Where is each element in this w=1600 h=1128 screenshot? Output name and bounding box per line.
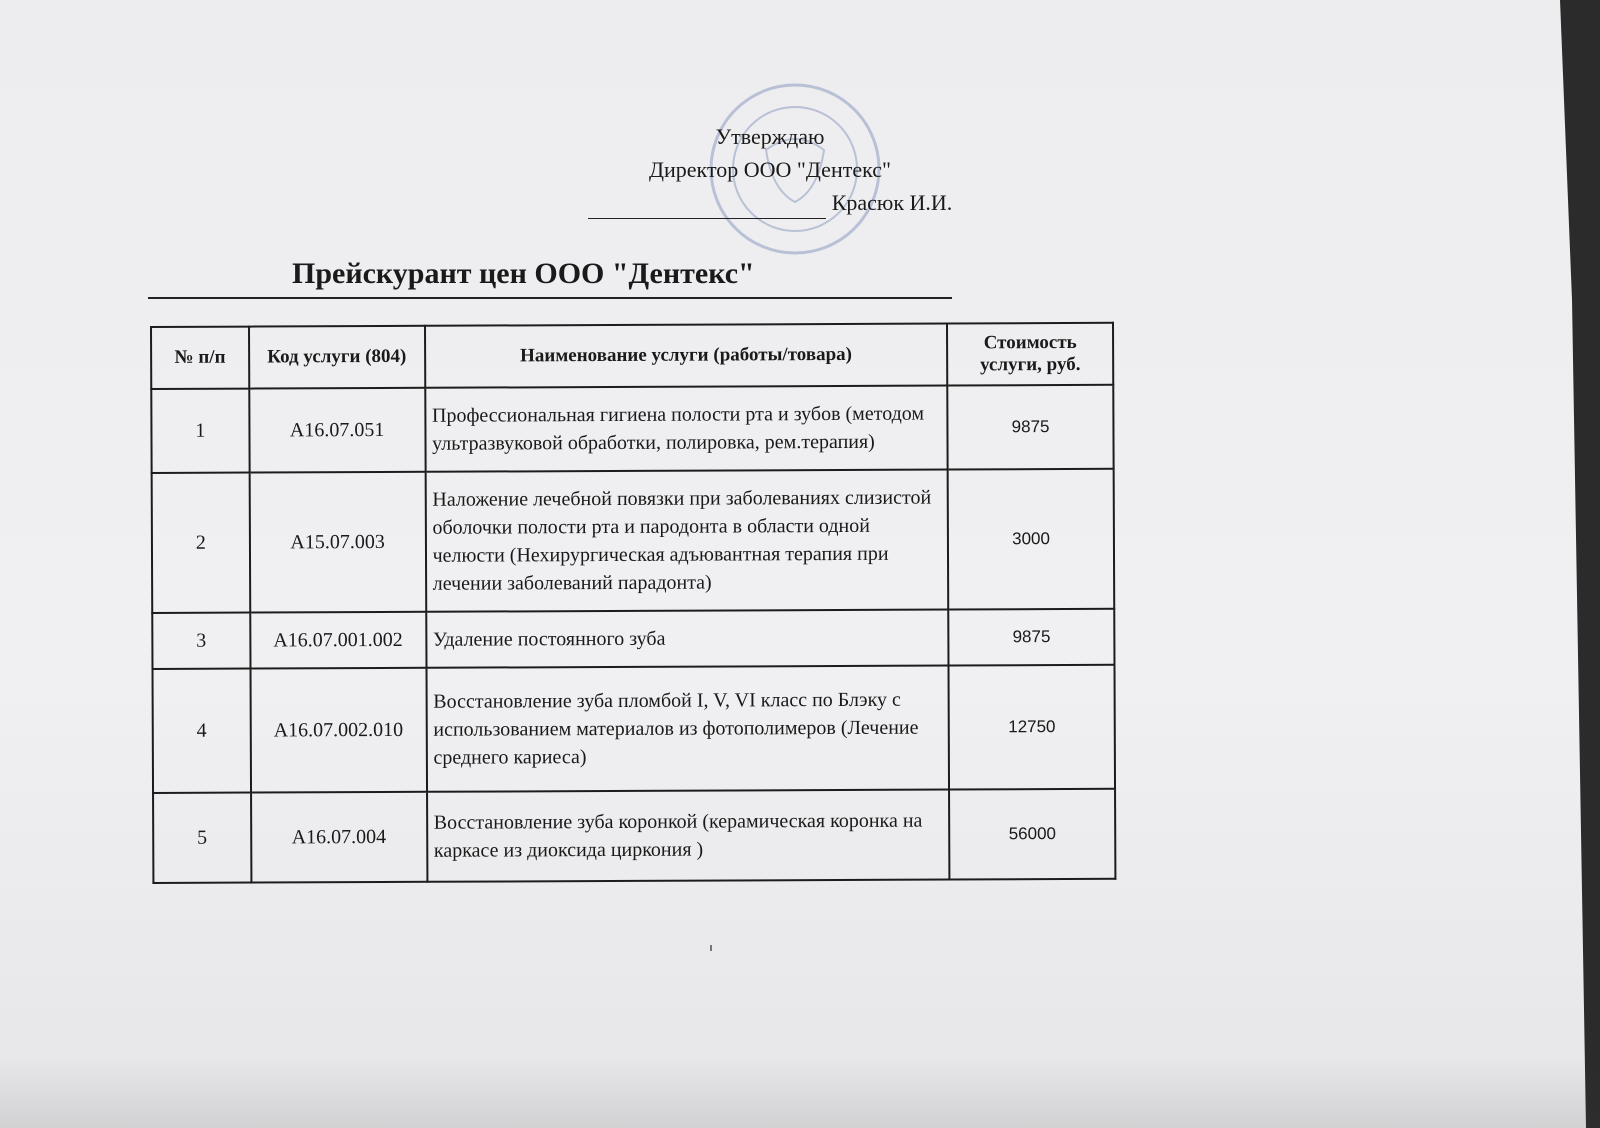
row-num: 2 xyxy=(152,473,250,613)
header-price: Стоимость услуги, руб. xyxy=(947,323,1113,386)
table-row xyxy=(152,469,1115,613)
row-num: 5 xyxy=(153,793,251,883)
table-row xyxy=(152,609,1114,669)
row-name: Удаление постоянного зуба xyxy=(426,610,949,668)
row-num: 1 xyxy=(151,389,249,473)
row-name: Восстановление зуба коронкой (керамическая коронка на каркасе из диоксида циркония ) xyxy=(427,790,950,882)
page-shadow xyxy=(0,1058,1600,1128)
row-num: 3 xyxy=(152,613,250,669)
row-price: 9875 xyxy=(947,385,1113,470)
approval-signature-row xyxy=(560,186,980,219)
page-title-text: Прейскурант цен ООО "Дентекс" xyxy=(292,257,755,290)
table-row xyxy=(153,789,1115,883)
table-row xyxy=(152,665,1115,793)
row-name: Наложение лечебной повязки при заболеваниях слизистой оболочки полости рта и пародонта в области одной челюсти (Нехирургическая адъювантная терапия при лечении заболеваний парадонта) xyxy=(425,470,948,612)
row-code: A15.07.003 xyxy=(249,472,425,613)
row-code: A16.07.001.002 xyxy=(250,612,426,669)
header-num: № п/п xyxy=(151,327,249,389)
row-code: A16.07.051 xyxy=(249,388,425,473)
header-code: Код услуги (804) xyxy=(249,326,425,389)
row-code: A16.07.002.010 xyxy=(250,668,426,793)
row-price: 12750 xyxy=(949,665,1115,790)
row-code: A16.07.004 xyxy=(251,792,427,883)
approval-signer: Красюк И.И. xyxy=(831,190,953,215)
approval-label: Утверждаю xyxy=(715,124,825,149)
page-title xyxy=(148,257,952,299)
signature-line xyxy=(588,198,826,219)
row-price: 56000 xyxy=(949,789,1115,880)
row-name: Восстановление зуба пломбой I, V, VI класс по Блэку с использованием материалов из фотополимеров (Лечение среднего кариеса) xyxy=(426,666,949,792)
table-row xyxy=(151,385,1113,473)
paper-speck xyxy=(710,945,712,951)
row-name: Профессиональная гигиена полости рта и зубов (методом ультразвуковой обработки, полировка, рем.терапия) xyxy=(425,386,948,472)
approval-block xyxy=(560,120,980,219)
header-name: Наименование услуги (работы/товара) xyxy=(425,324,948,388)
row-price: 3000 xyxy=(948,469,1114,610)
approval-position: Директор ООО "Дентекс" xyxy=(649,157,891,182)
row-num: 4 xyxy=(152,669,250,793)
price-table xyxy=(150,322,1116,884)
row-price: 9875 xyxy=(948,609,1114,666)
table-header-row xyxy=(151,323,1113,389)
